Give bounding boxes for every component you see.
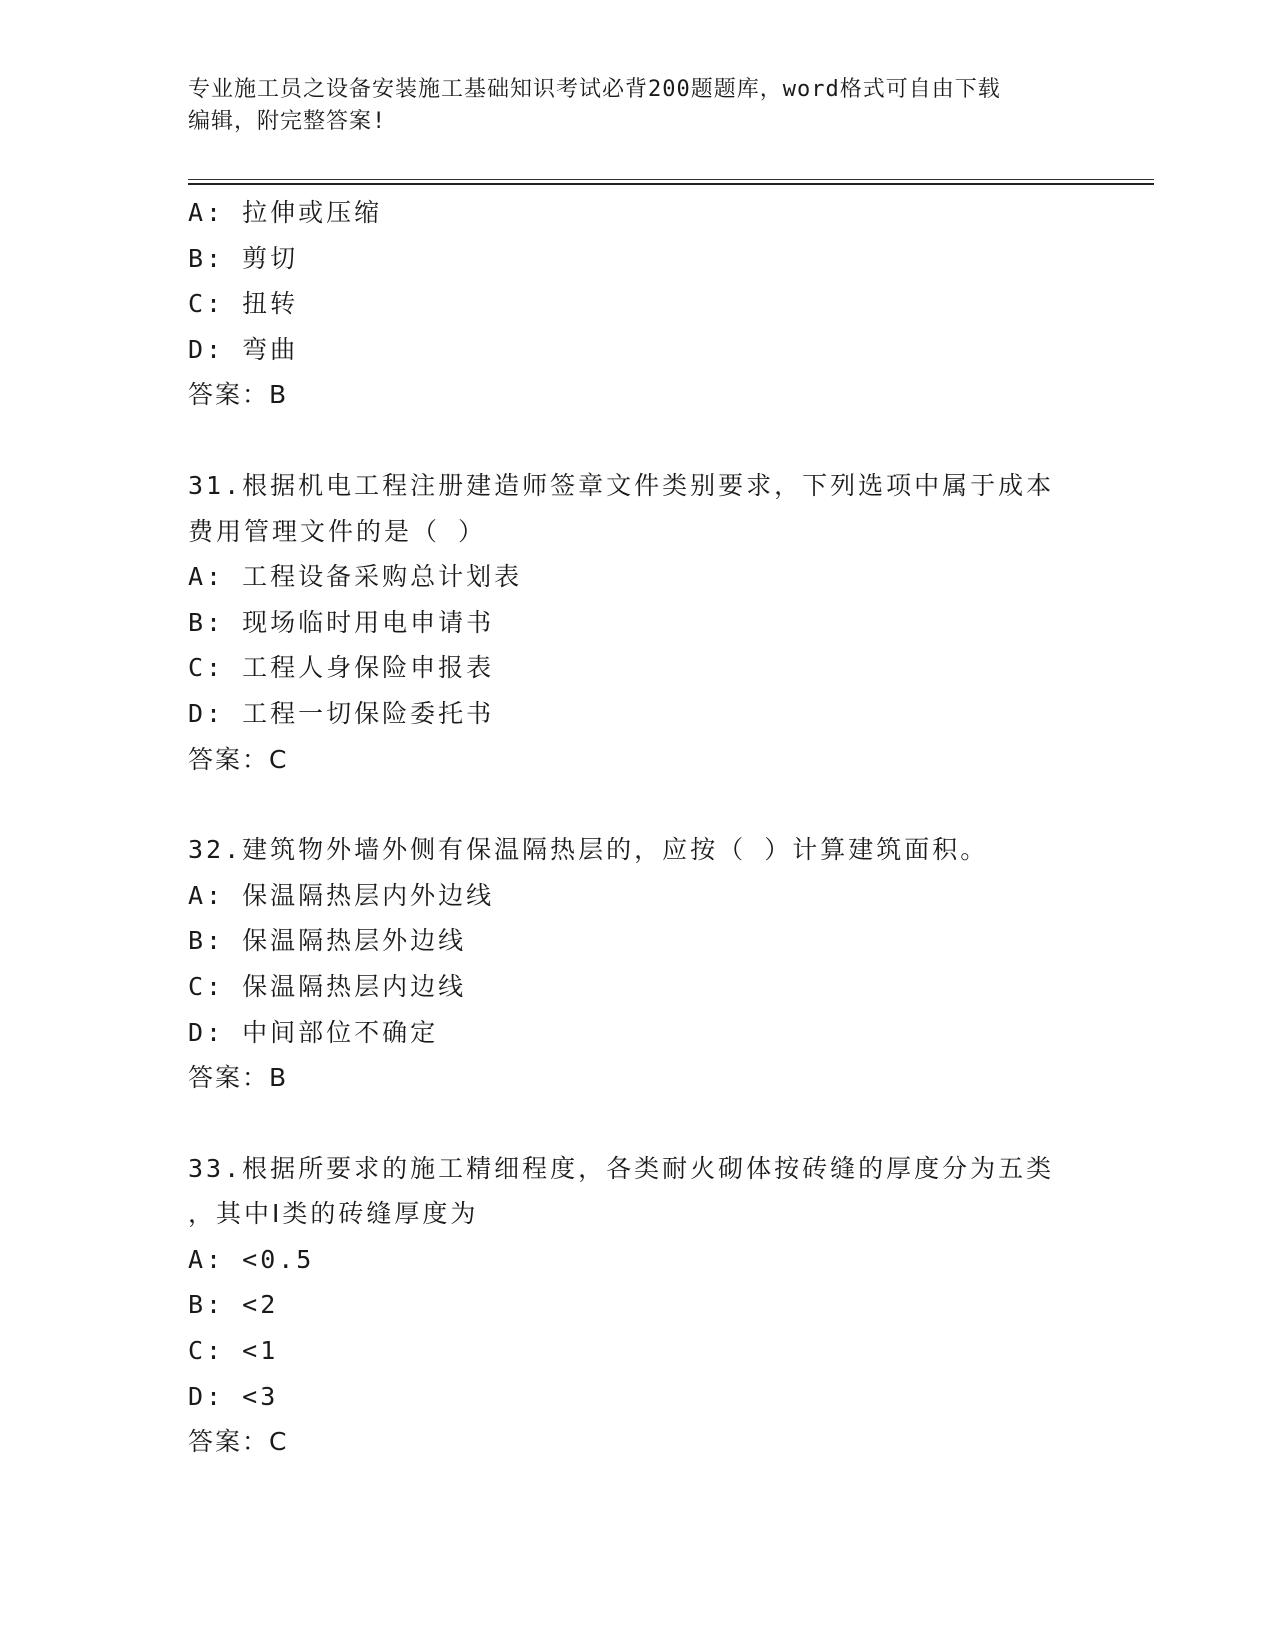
header-divider-thick [188,183,1154,185]
question-text-line: 32.建筑物外墙外侧有保温隔热层的，应按（ ）计算建筑面积。 [188,835,989,865]
option-d: D: 工程一切保险委托书 [188,698,495,728]
spacer [188,782,1088,827]
option-d: D: 中间部位不确定 [188,1017,439,1047]
option-a: A: 工程设备采购总计划表 [188,562,523,592]
question-32 [188,827,1088,1101]
option-c: C: <1 [188,1336,279,1366]
option-d: D: <3 [188,1381,279,1411]
option-c: C: 保温隔热层内边线 [188,971,467,1001]
option-a: A: <0.5 [188,1244,315,1274]
option-a: A: 拉伸或压缩 [188,198,383,227]
header-line-1: 专业施工员之设备安装施工基础知识考试必背200题题库，word格式可自由下载 [188,77,1001,102]
option-b: B: <2 [188,1290,279,1320]
option-a: A: 保温隔热层内外边线 [188,880,495,910]
answer-line: 答案：C [188,744,289,774]
option-c: C: 扭转 [188,289,299,319]
answer-line: 答案：B [188,1063,289,1093]
question-text-line: 31.根据机电工程注册建造师签章文件类别要求，下列选项中属于成本 [188,470,1055,500]
document-header [188,74,1068,138]
question-text-line: ，其中Ⅰ类的砖缝厚度为 [188,1199,479,1229]
option-d: D: 弯曲 [188,334,299,364]
question-list [188,190,1088,1465]
question-33 [188,1146,1088,1465]
spacer [188,1101,1088,1146]
question-31 [188,463,1088,782]
question-text-line: 费用管理文件的是（ ） [188,516,487,546]
header-line-2: 编辑，附完整答案! [188,109,387,134]
option-b: B: 剪切 [188,243,299,273]
option-b: B: 保温隔热层外边线 [188,926,467,956]
option-c: C: 工程人身保险申报表 [188,653,495,683]
option-b: B: 现场临时用电申请书 [188,607,495,637]
header-divider-thin [188,179,1154,180]
spacer [188,418,1088,463]
question-30-continued [188,190,1088,418]
question-text-line: 33.根据所要求的施工精细程度，各类耐火砌体按砖缝的厚度分为五类 [188,1153,1055,1183]
answer-line: 答案：B [188,380,289,410]
answer-line: 答案：C [188,1427,289,1457]
